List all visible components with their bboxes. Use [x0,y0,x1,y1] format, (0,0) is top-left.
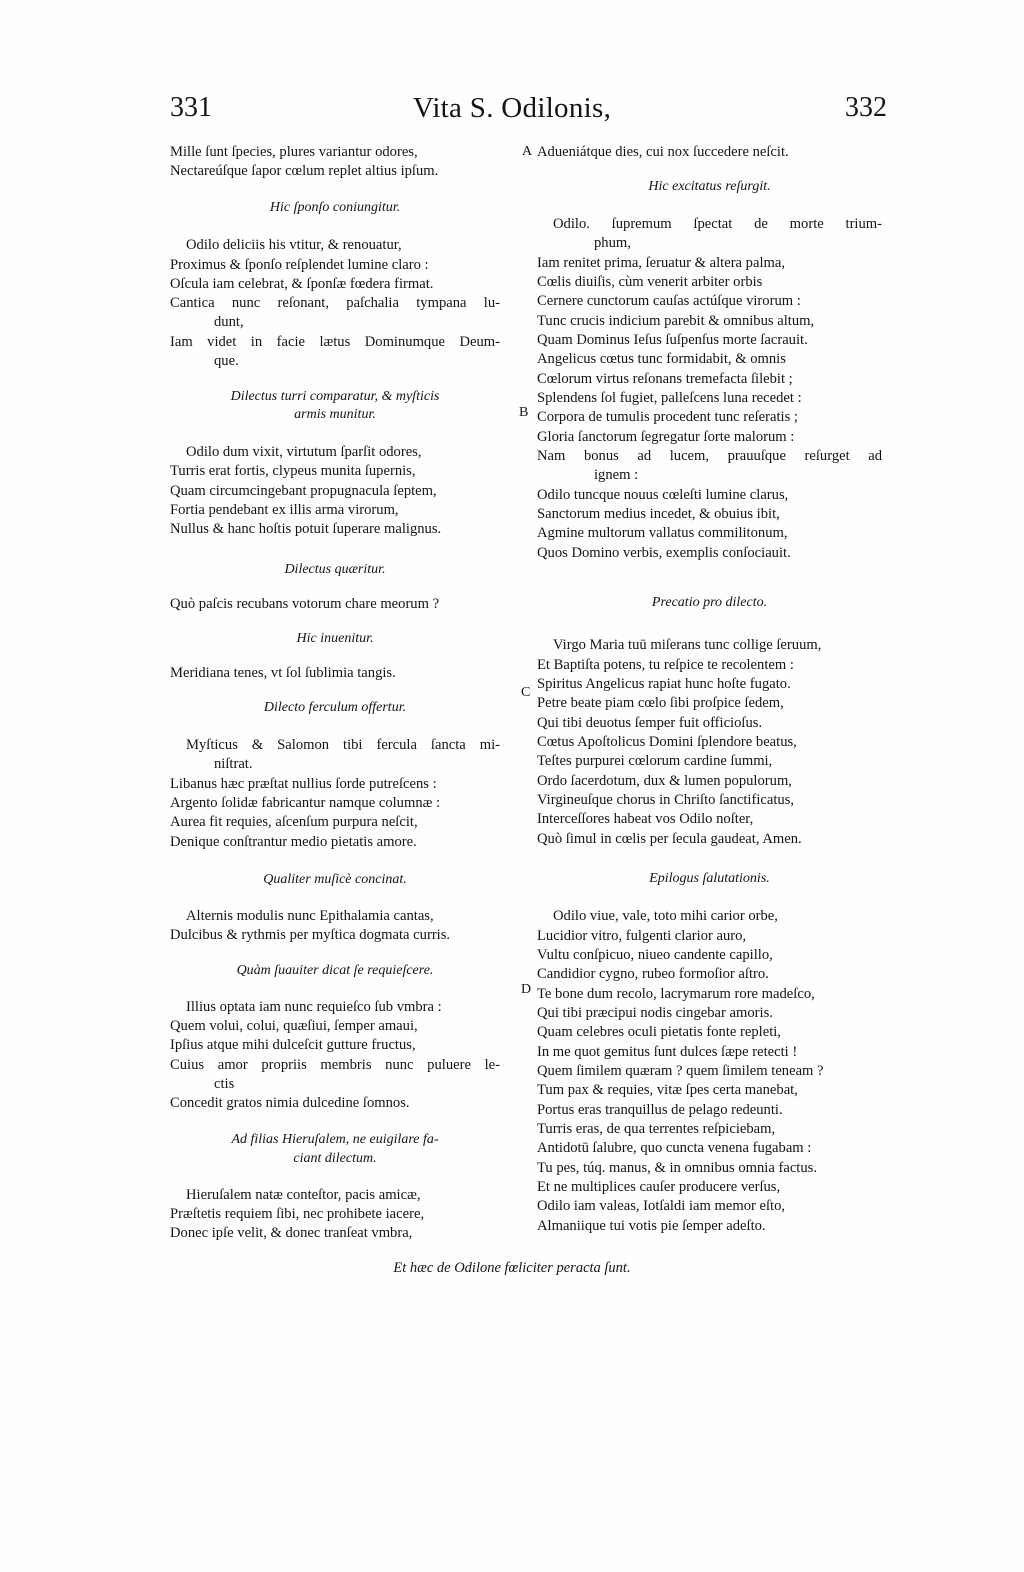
verse-line: Quem ſimilem quæram ? quem ſimilem teneam ? [537,1063,824,1079]
verse-line: Mille ſunt ſpecies, plures variantur odores, [170,144,418,160]
verse-line: Tum pax & requies, vitæ ſpes certa manebat, [537,1082,798,1098]
margin-section-letter: B [519,405,529,420]
page-number-left: 331 [170,92,212,123]
verse-line: Candidior cygno, rubeo formoſior aſtro. [537,966,769,982]
verse-line: ignem : [594,467,639,483]
verse-line: ctis [214,1076,235,1092]
verse-line: Iam renitet prima, ſeruatur & altera palma, [537,255,785,271]
verse-line: Teſtes purpurei cœlorum cardine ſummi, [537,753,773,769]
verse-line: Lucidior vitro, fulgenti clarior auro, [537,928,747,944]
verse-line: Cuius amor propriis membris nunc puluere le- [170,1057,500,1073]
verse-line: In me quot gemitus ſunt dulces ſæpe retecti ! [537,1044,798,1060]
verse-line: Quam circumcingebant propugnacula ſeptem, [170,483,437,499]
verse-line: Almaniique tui votis pie ſemper adeſto. [537,1218,766,1234]
verse-line: Quò paſcis recubans votorum chare meorum ? [170,596,440,612]
verse-line: Interceſſores habeat vos Odilo noſter, [537,811,754,827]
verse-line: Odilo tuncque nouus cœleſti lumine clarus, [537,487,789,503]
verse-line: Concedit gratos nimia dulcedine ſomnos. [170,1095,410,1111]
verse-line: Cœlorum virtus reſonans tremefacta ſilebit ; [537,371,793,387]
verse-line: Splendens ſol fugiet, palleſcens luna recedet : [537,390,802,406]
section-heading: Quàm ſuauiter dicat ſe requieſcere. [236,963,434,978]
verse-line: Gloria ſanctorum ſegregatur ſorte malorum : [537,429,795,445]
verse-line: Iam videt in facie lætus Dominumque Deum- [170,334,500,350]
verse-line: Præſtetis requiem ſibi, nec prohibete iacere, [170,1206,425,1222]
verse-line: Illius optata iam nunc requieſco ſub vmbra : [186,999,442,1015]
section-heading: Ad filias Hieruſalem, ne euigilare fa- [231,1132,439,1147]
verse-line: que. [214,353,239,369]
verse-line: Et Baptiſta potens, tu reſpice te recolentem : [537,657,794,673]
verse-line: phum, [594,235,631,251]
section-heading: Hic ſponſo coniungitur. [269,200,401,215]
verse-line: Alternis modulis nunc Epithalamia cantas, [186,908,434,924]
margin-section-letter: D [521,982,532,997]
verse-line: Donec ipſe velit, & donec tranſeat vmbra, [170,1225,413,1241]
verse-line: Quos Domino verbis, exemplis conſociauit. [537,545,791,561]
verse-line: Portus eras tranquillus de pelago redeunti. [537,1102,783,1118]
verse-line: Meridiana tenes, vt ſol ſublimia tangis. [170,665,396,681]
section-heading: Precatio pro dilecto. [651,595,768,610]
section-heading: armis munitur. [294,407,376,422]
verse-line: Quam celebres oculi pietatis fonte repleti, [537,1024,781,1040]
verse-line: Qui tibi præcipui nodis cingebar amoris. [537,1005,773,1021]
verse-line: Aurea fit requies, aſcenſum purpura neſcit, [170,814,418,830]
verse-line: Corpora de tumulis procedent tunc reſeratis ; [537,409,798,425]
verse-line: Turris eras, de qua terrentes reſpiciebam, [537,1121,776,1137]
verse-line: Quam Dominus Ieſus ſuſpenſus morte ſacrauit. [537,332,808,348]
margin-section-letter: C [521,685,531,700]
verse-line: Virgo Maria tuū miſerans tunc collige ſeruum, [553,637,822,653]
section-heading: Qualiter muſicè concinat. [263,872,407,887]
verse-line: Odilo viue, vale, toto mihi carior orbe, [553,908,778,924]
verse-line: Angelicus cœtus tunc formidabit, & omnis [537,351,786,367]
page-number-right: 332 [845,92,887,123]
section-heading: ciant dilectum. [293,1151,377,1166]
verse-line: Argento ſolidæ fabricantur namque columnæ : [170,795,441,811]
verse-line: Vultu conſpicuo, niueo candente capillo, [537,947,773,963]
verse-line: Qui tibi deuotus ſemper fuit officioſus. [537,715,763,731]
verse-line: Antidotū ſalubre, quo cuncta venena fugabam : [537,1140,812,1156]
closing-line: Et hæc de Odilone fœliciter peracta ſunt. [393,1260,631,1276]
section-heading: Dilectus quæritur. [284,562,386,577]
verse-line: Cantica nunc reſonant, paſchalia tympana lu- [170,295,500,311]
verse-line: Nectareúſque ſapor cœlum replet altius ipſum. [170,163,439,179]
section-heading: Epilogus ſalutationis. [649,871,770,886]
verse-line: Et ne multiplices cauſer producere verſus, [537,1179,781,1195]
verse-line: dunt, [214,314,244,330]
verse-line: Petre beate piam cœlo ſibi proſpice ſedem, [537,695,784,711]
verse-line: Te bone dum recolo, lacrymarum rore madeſco, [537,986,815,1002]
verse-line: Cœlis diuiſis, cùm venerit arbiter orbis [537,274,763,290]
verse-line: Ordo ſacerdotum, dux & lumen populorum, [537,773,792,789]
verse-line: Hieruſalem natæ conteſtor, pacis amicæ, [186,1187,421,1203]
verse-line: Agmine multorum vallatus commilitonum, [537,525,788,541]
verse-line: Odilo iam valeas, Iotſaldi iam memor eſto, [537,1198,786,1214]
verse-line: Nullus & hanc hoſtis potuit ſuperare malignus. [170,521,442,537]
verse-line: Oſcula iam celebrat, & ſponſæ fœdera firmat. [170,276,434,292]
verse-line: Dulcibus & rythmis per myſtica dogmata curris. [170,927,451,943]
verse-line: Tunc crucis indicium parebit & omnibus altum, [537,313,815,329]
verse-line: Sanctorum medius incedet, & obuius ibit, [537,506,780,522]
verse-line: Tu pes, túq. manus, & in omnibus omnia factus. [537,1160,817,1176]
verse-line: Fortia pendebant ex illis arma virorum, [170,502,399,518]
verse-line: niſtrat. [214,756,253,772]
verse-line: Odilo dum vixit, virtutum ſparſit odores, [186,444,422,460]
section-heading: Dilecto ferculum offertur. [263,700,407,715]
verse-line: Ipſius atque mihi dulceſcit gutture fructus, [170,1037,416,1053]
margin-section-letter: A [522,144,533,159]
verse-line: Myſticus & Salomon tibi fercula ſancta mi- [186,737,500,753]
verse-line: Libanus hæc præſtat nullius ſorde putreſcens : [170,776,437,792]
section-heading: Dilectus turri comparatur, & myſticis [230,389,440,404]
verse-line: Odilo deliciis his vtitur, & renouatur, [186,237,402,253]
section-heading: Hic excitatus reſurgit. [648,179,771,194]
running-title: Vita S. Odilonis, [412,92,612,124]
verse-line: Quò ſimul in cœlis per ſecula gaudeat, Amen. [537,831,802,847]
verse-line: Quem volui, colui, quæſiui, ſemper amaui, [170,1018,418,1034]
verse-line: Cernere cunctorum cauſas actúſque virorum : [537,293,801,309]
verse-line: Adueniátque dies, cui nox ſuccedere neſcit. [537,144,789,160]
verse-line: Proximus & ſponſo reſplendet lumine claro : [170,257,429,273]
verse-line: Denique conſtrantur medio pietatis amore. [170,834,417,850]
section-heading: Hic inuenitur. [296,631,374,646]
verse-line: Nam bonus ad lucem, prauuſque reſurget ad [537,448,882,464]
verse-line: Virgineuſque chorus in Chriſto ſanctificatus, [537,792,795,808]
verse-line: Cœtus Apoſtolicus Domini ſplendore beatus, [537,734,797,750]
verse-line: Spiritus Angelicus rapiat hunc hoſte fugato. [537,676,791,692]
verse-line: Turris erat fortis, clypeus munita ſupernis, [170,463,416,479]
verse-line: Odilo. ſupremum ſpectat de morte trium- [553,216,882,232]
